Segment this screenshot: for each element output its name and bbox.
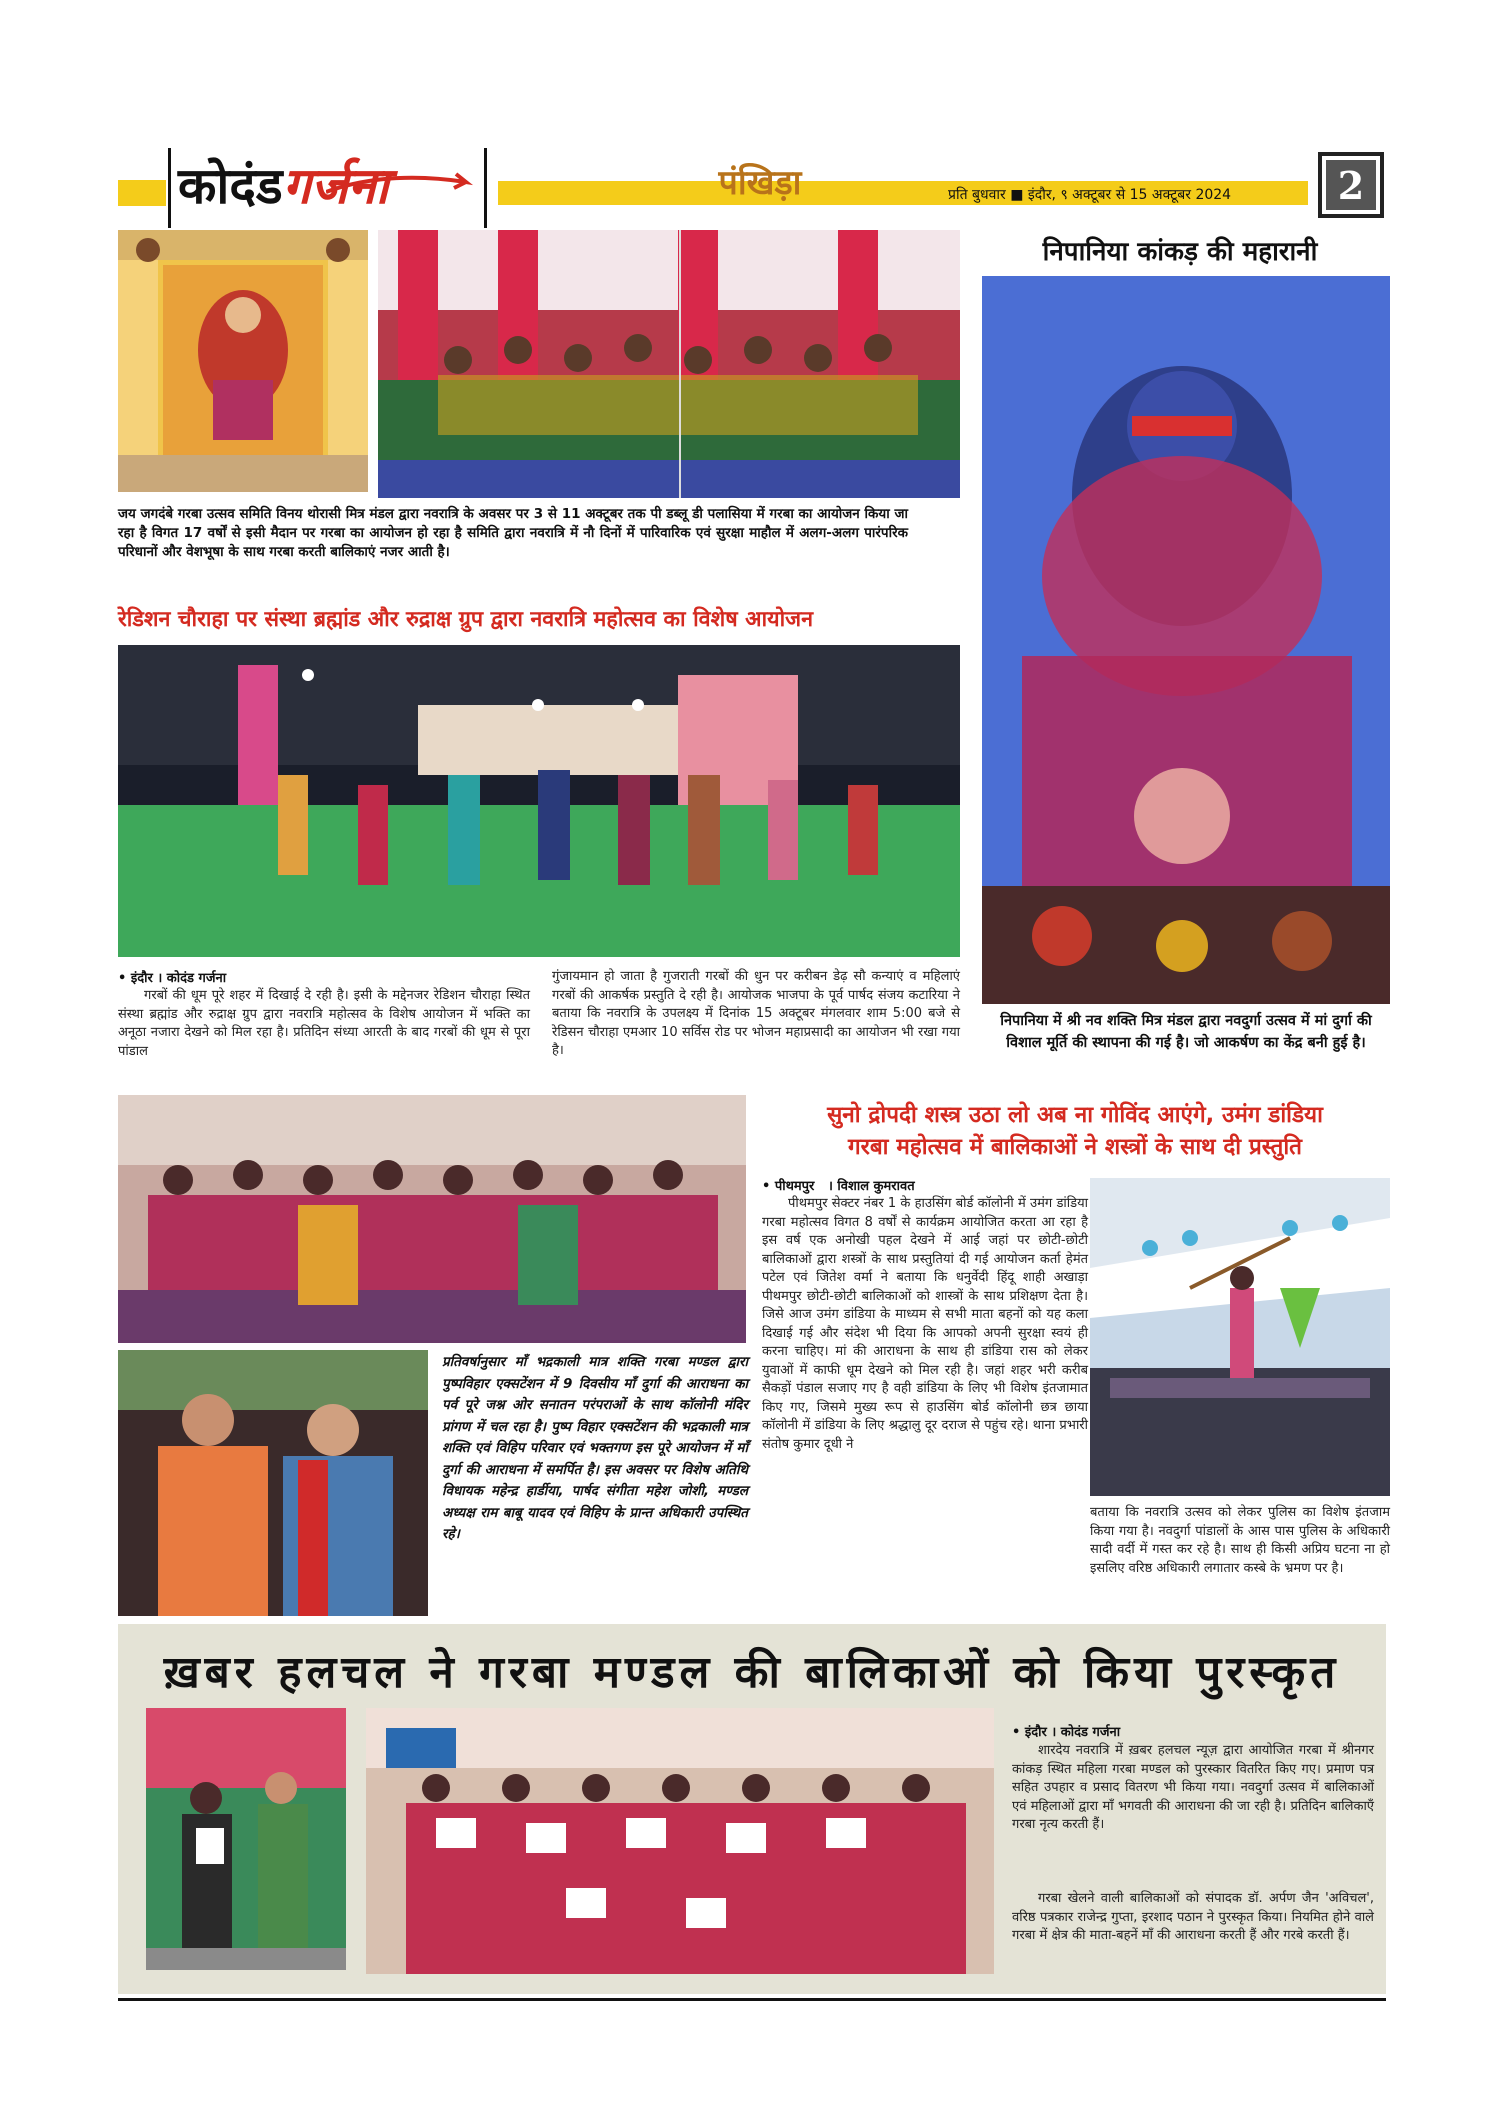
masthead-yellow-bar-left [118,180,166,206]
radisson-body-col2: गुंजायमान हो जाता है गुजराती गरबों की धुन पर करीबन डेढ़ सौ कन्याएं व महिलाएं गरबों की आकर्षक प्रस्तुति दे रही है। आयोजक भाजपा के पूर्व पार्षद संजय कटारिया ने बताया कि नवरात्रि के उपलक्ष्य में दिनांक 15 अक्टूबर मंगलवार शाम 5:00 बजे से रेडिसन चौराहा एमआर 10 सर्विस रोड पर भोजन महाप्रसादी का आयोजन भी रखा गया है। [552,969,960,1058]
photo-award-presentation [146,1708,346,1970]
bottom-headline: ख़बर हलचल ने गरबा मण्डल की बालिकाओं को किया पुरस्कृत [163,1647,1341,1698]
bottom-body-para1: शारदेय नवरात्रि में ख़बर हलचल न्यूज़ द्वारा आयोजित गरबा में श्रीनगर कांकड़ स्थित महिला गरबा मण्डल को पुरस्कार वितरित किए गए। प्रमाण पत्र सहित उपहार व प्रसाद वितरण भी किया गया। नवदुर्गा उत्सव में बालिकाओं एवं महिलाओं द्वारा माँ भगवती की आराधना की जा रही है। प्रतिदिन बालिकाएँ गरबा नृत्य करती हैं। [1012,1743,1375,1832]
nipaniya-headline: निपानिया कांकड़ की महारानी [1042,237,1318,267]
photo-award-winners-group [366,1708,994,1974]
section-title: पंखिड़ा [718,163,802,203]
bottom-byline: • इंदौर । कोदंड गर्जना [1012,1725,1121,1740]
logo-text-kodand: कोदंड [178,157,283,215]
pithampur-body-col1: पीथमपुर सेक्टर नंबर 1 के हाउसिंग बोर्ड कॉलोनी में उमंग डांडिया गरबा महोत्सव विगत 8 वर्षों से कार्यक्रम आयोजित करता आ रहा है इस वर्ष एक अनोखी पहल देखने में आई जहां पर छोटी-छोटी बालिकाओं द्वारा शस्त्रों के साथ प्रस्तुतियां दी गई आयोजन कर्ता हेमंत पटेल एवं जितेश वर्मा ने बताया कि धनुर्वेदी हिंदू शाही अखाड़ा पीथमपुर छोटी-छोटी बालिकाओं को शास्त्रों के साथ प्रशिक्षण देता है। जिसे आज उमंग डांडिया के माध्यम से सभी माता बहनों को यह कला दिखाई गई और संदेश भी दिया कि आपको अपनी सुरक्षा स्वयं ही करना चाहिए। मां की आराधना के साथ ही डांडिया रास को लेकर युवाओं में काफी धूम देखने को मिल रही है। जहां शहर भरी करीब सैकड़ों पंडाल सजाए गए है वही डांडिया के लिए भी विशेष इंतजामात किए गए, जिसमे मुख्य रूप से हाउसिंग बोर्ड कॉलोनी छत्र छाया कॉलोनी में डांडिया के लिए श्रद्धालु दूर दराज से पहुंच रहे। थाना प्रभारी संतोष कुमार दूधी ने [762,1196,1088,1452]
photo-durga-idol-pandal [118,230,368,492]
radisson-byline: • इंदौर । कोदंड गर्जना [118,971,227,986]
masthead-divider-right [484,148,487,228]
pithampur-headline-line1: सुनो द्रोपदी शस्त्र उठा लो अब ना गोविंद आएंगे, उमंग डांडिया [827,1102,1323,1128]
pithampur-byline: • पीथमपुर । विशाल कुमरावत [762,1179,915,1194]
nipaniya-caption: निपानिया में श्री नव शक्ति मित्र मंडल द्वारा नवदुर्गा उत्सव में मां दुर्गा की विशाल मूर्ति की स्थापना की गई है। जो आकर्षण का केंद्र बनी हुई है। [1000,1013,1372,1051]
radisson-body-col1: गरबों की धूम पूरे शहर में दिखाई दे रही है। इसी के मद्देनजर रेडिशन चौराहा स्थित संस्था ब्रह्मांड और रुद्राक्ष ग्रुप द्वारा नवरात्रि महोत्सव के विशेष आयोजन में भक्ति का अनूठा नजारा देखने को मिल रहा है। प्रतिदिन संध्या आरती के बाद गरबों की धूम से पूरा पांडाल [118,988,530,1059]
photo-bhadrakali-group [118,1095,746,1343]
bhadrakali-body: प्रतिवर्षानुसार माँ भद्रकाली मात्र शक्ति गरबा मण्डल द्वारा पुष्पविहार एक्सटेंशन में 9 दिवसीय माँ दुर्गा की आराधना का पर्व पूरे जश्न ओर सनातन परंपराओं के साथ कॉलोनी मंदिर प्रांगण में चल रहा है। पुष्प विहार एक्सटेंशन की भद्रकाली मात्र शक्ति एवं विहिप परिवार एवं भक्तगण इस पूरे आयोजन में माँ दुर्गा की आराधना में समर्पित है। इस अवसर पर विशेष अतिथि विधायक महेन्द्र हार्डीया, पार्षद संगीता महेश जोशी, मण्डल अध्यक्ष राम बाबू यादव एवं विहिप के प्रान्त अधिकारी उपस्थित रहे। [442,1354,748,1542]
page-number: 2 [1326,160,1376,210]
photo-guests-honour [118,1350,428,1616]
logo-text-garjana: गर्जना [282,157,389,215]
page-bottom-rule [118,1998,1386,2001]
photo-girl-weapon-performance [1090,1178,1390,1496]
page-number-box [1318,152,1384,218]
photo-mahakali-idol [982,276,1390,1004]
newspaper-logo [178,150,488,228]
dateline: प्रति बुधवार ■ इंदौर, ९ अक्टूबर से 15 अक्टूबर 2024 [948,187,1232,203]
radisson-headline: रेडिशन चौराहा पर संस्था ब्रह्मांड और रुद्राक्ष ग्रुप द्वारा नवरात्रि महोत्सव का विशेष आयोजन [118,607,814,632]
pithampur-body-col2: बताया कि नवरात्रि उत्सव को लेकर पुलिस का विशेष इंतजाम किया गया है। नवदुर्गा पांडालों के आस पास पुलिस के अधिकारी सादी वर्दी में गस्त कर रहे है। साथ ही किसी अप्रिय घटना ना हो इसलिए वरिष्ठ अधिकारी लगातार कस्बे के भ्रमण पर है। [1090,1505,1390,1576]
photo-radisson-garba-dance [118,645,960,957]
top-photo-caption: जय जगदंबे गरबा उत्सव समिति विनय थोरासी मित्र मंडल द्वारा नवरात्रि के अवसर पर 3 से 11 अक्टूबर तक पी डब्लू डी पलासिया में गरबा का आयोजन किया जा रहा है विगत 17 वर्षों से इसी मैदान पर गरबा का आयोजन हो रहा है समिति द्वारा नवरात्रि में नौ दिनों में पारिवारिक एवं सुरक्षा माहौल में अलग-अलग पारंपरिक परिधानों और वेशभूषा के साथ गरबा करती बालिकाएं नजर आती है। [118,506,908,560]
bottom-body-para2: गरबा खेलने वाली बालिकाओं को संपादक डॉ. अर्पण जैन 'अविचल', वरिष्ठ पत्रकार राजेन्द्र गुप्ता, इरशाद पठान ने पुरस्कृत किया। नियमित होने वाले गरबा में क्षेत्र की माता-बहनें माँ की आराधना करती हैं और गरबे करती हैं। [1012,1891,1374,1943]
photo-garba-group [378,230,960,498]
pithampur-headline-line2: गरबा महोत्सव में बालिकाओं ने शस्त्रों के साथ दी प्रस्तुति [847,1134,1303,1160]
arrow-logo-icon [326,170,476,200]
masthead-divider-left [168,148,171,228]
